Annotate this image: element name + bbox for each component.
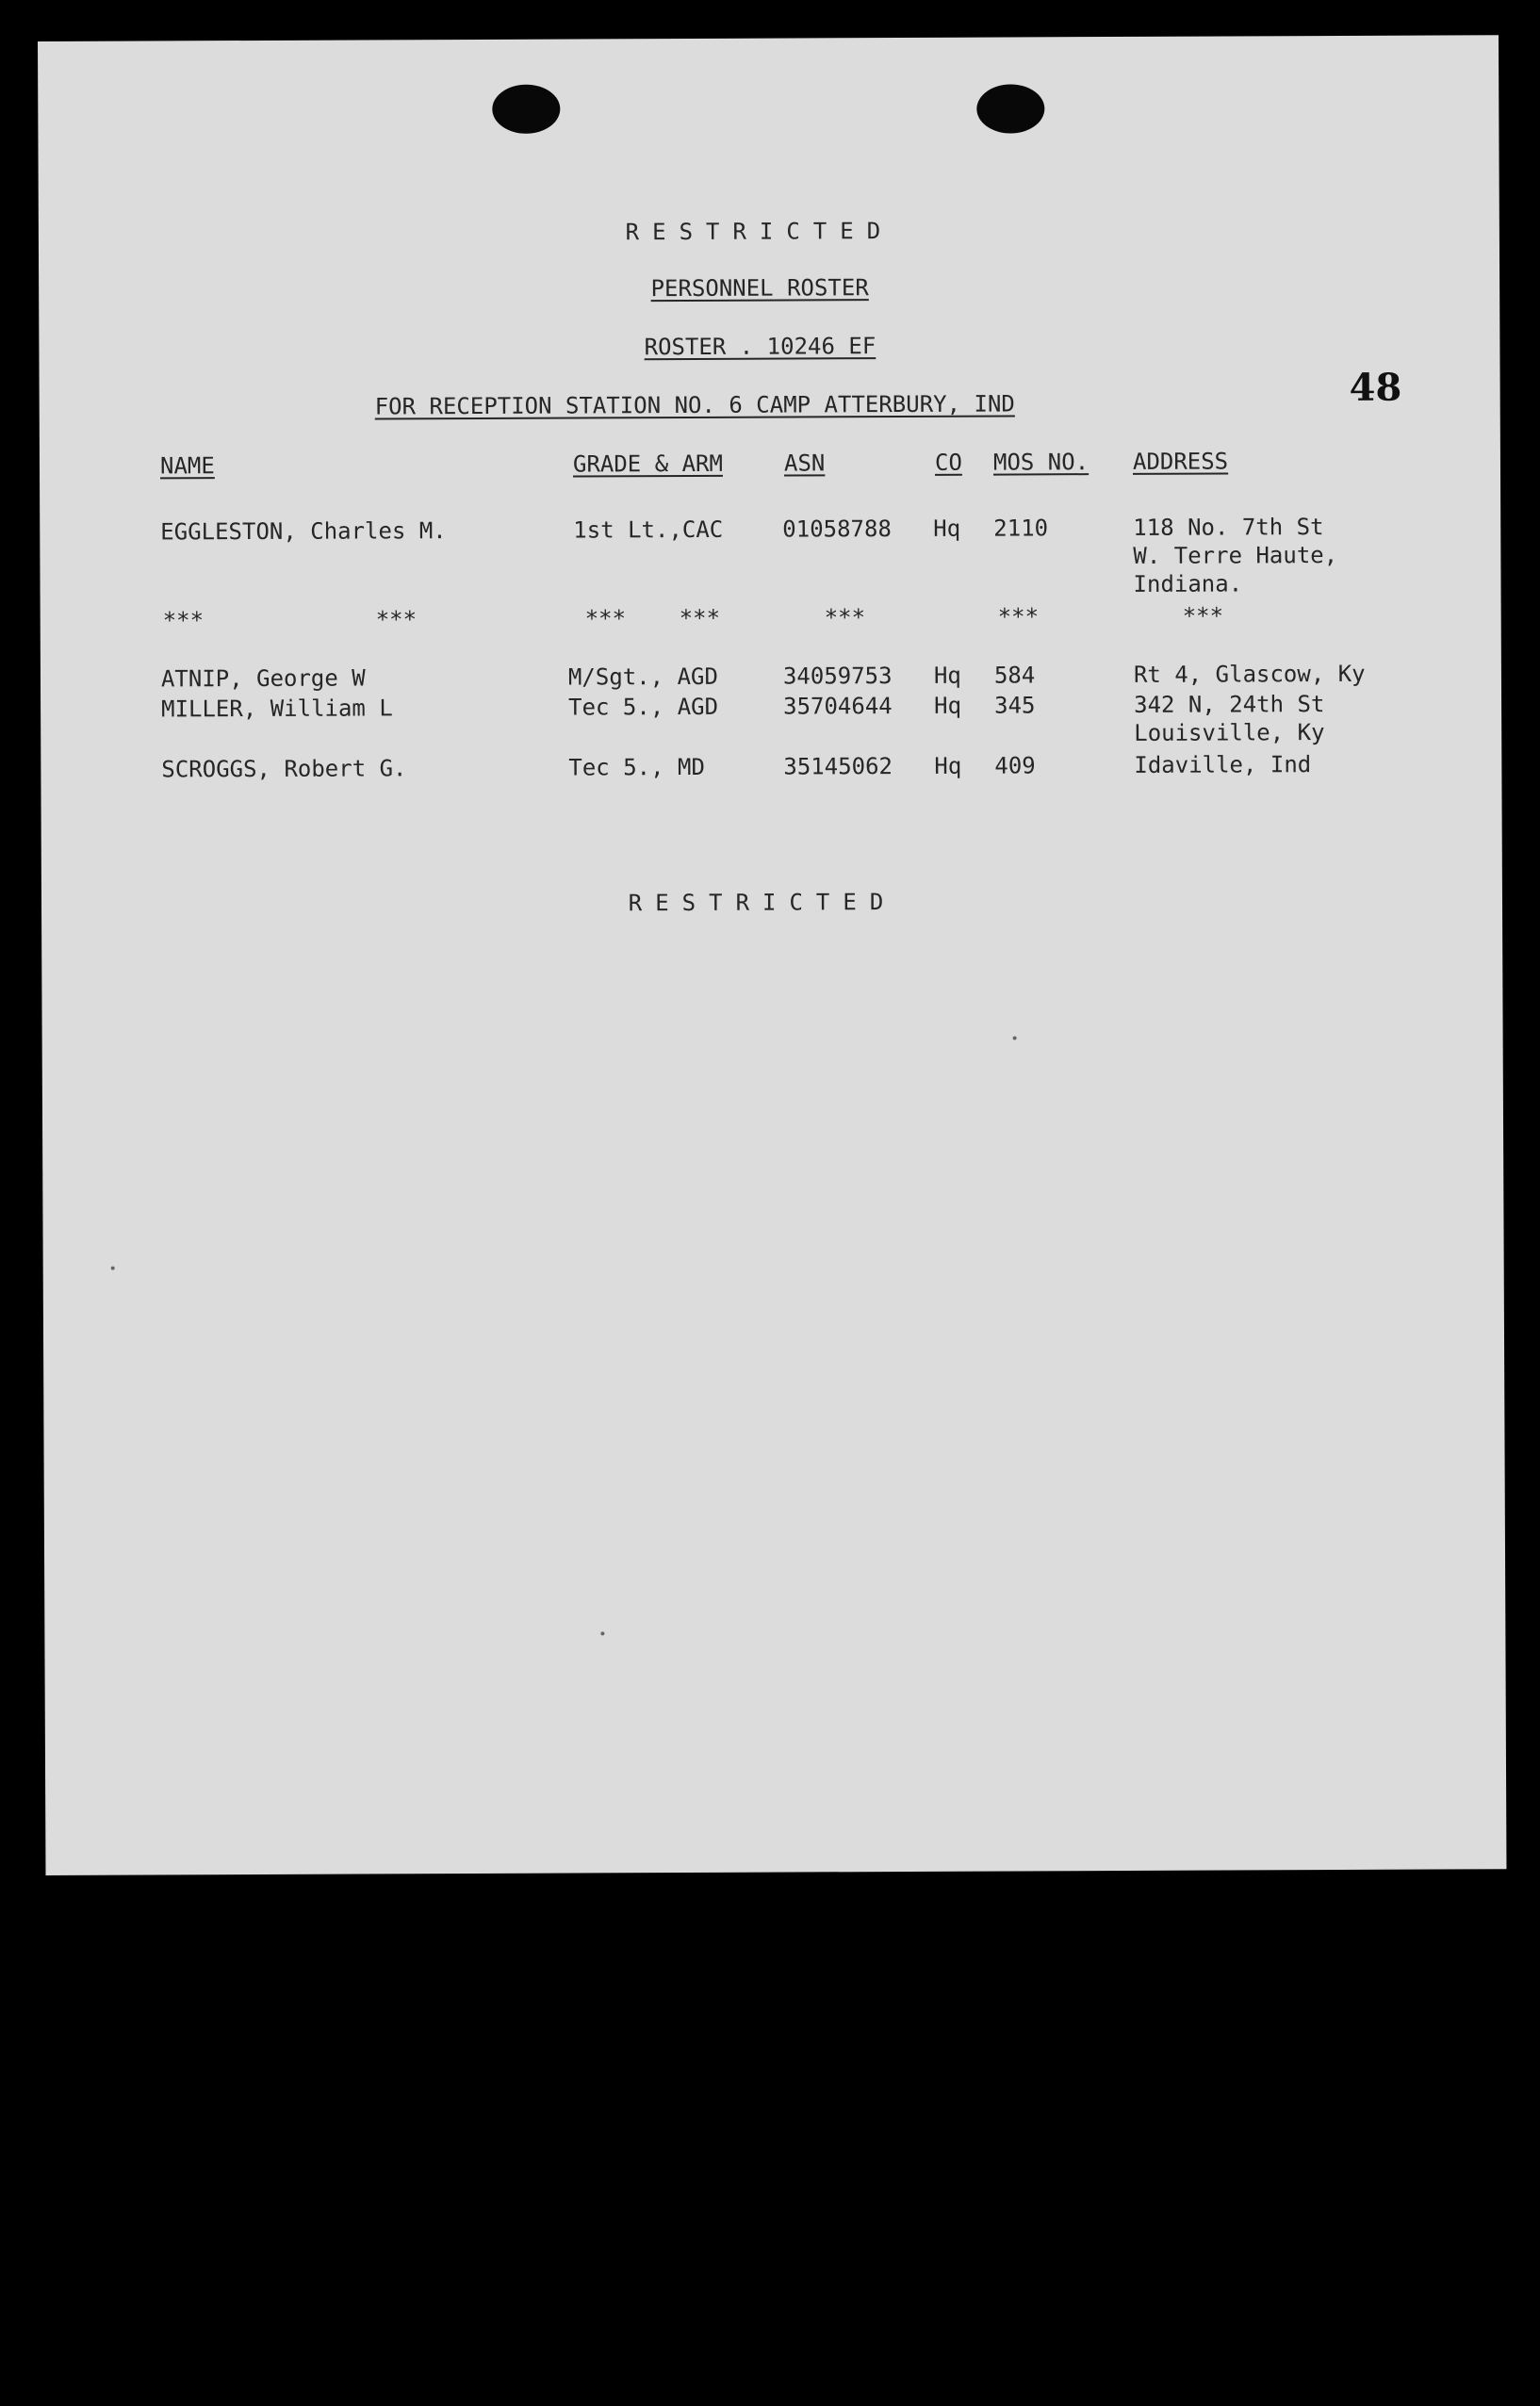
roster-page [38,35,1506,1875]
separator-6: *** [997,603,1040,630]
col-header-asn: ASN [783,450,826,477]
separator-7: *** [1182,602,1224,630]
classification-footer: RESTRICTED [628,889,897,917]
row-1-name: EGGLESTON, Charles M. [160,517,447,546]
row-4-grade: Tec 5., MD [568,753,705,781]
punch-hole-left [492,85,560,134]
station-line: FOR RECEPTION STATION NO. 6 CAMP ATTERBURY, IND [374,390,1015,420]
separator-1: *** [162,607,205,634]
row-4-co: Hq [934,752,962,779]
separator-5: *** [824,604,866,631]
row-3-mos: 345 [994,692,1036,719]
row-1-co: Hq [933,515,961,542]
row-4-asn: 35145062 [783,753,893,780]
page-number: 48 [1349,365,1402,410]
row-1-grade: 1st Lt.,CAC [573,516,724,544]
row-2-mos: 584 [993,662,1036,689]
row-3-asn: 35704644 [783,693,893,720]
row-3-address: 342 N, 24th St Louisville, Ky [1134,691,1325,746]
separator-3: *** [584,605,627,632]
row-4-name: SCROGGS, Robert G. [161,755,407,783]
separator-4: *** [679,604,721,632]
row-2-address: Rt 4, Glascow, Ky [1133,660,1366,688]
punch-hole-right [976,84,1044,133]
row-1-address: 118 No. 7th St W. Terre Haute, Indiana. [1133,514,1338,597]
paper-speck [111,1267,115,1270]
col-header-address: ADDRESS [1132,448,1229,475]
separator-2: *** [375,606,418,633]
row-1-mos: 2110 [993,515,1049,542]
paper-speck [1013,1036,1017,1039]
row-2-grade: M/Sgt., AGD [567,663,718,691]
row-1-asn: 01058788 [782,516,892,543]
row-2-asn: 34059753 [782,663,893,690]
row-4-mos: 409 [994,752,1036,779]
roster-number: ROSTER . 10246 EF [644,333,876,361]
col-header-grade: GRADE & ARM [572,450,723,478]
paper-speck [600,1631,604,1635]
row-2-co: Hq [933,662,961,689]
row-2-name: ATNIP, George W [160,664,366,693]
col-header-name: NAME [159,452,215,480]
row-3-grade: Tec 5., AGD [568,693,719,721]
row-4-address: Idaville, Ind [1134,751,1312,778]
row-3-co: Hq [934,692,962,719]
classification-header: RESTRICTED [625,218,894,246]
col-header-co: CO [934,449,962,476]
col-header-mos: MOS NO. [992,449,1089,476]
row-3-name: MILLER, William L [161,695,393,723]
roster-title: PERSONNEL ROSTER [650,274,869,303]
